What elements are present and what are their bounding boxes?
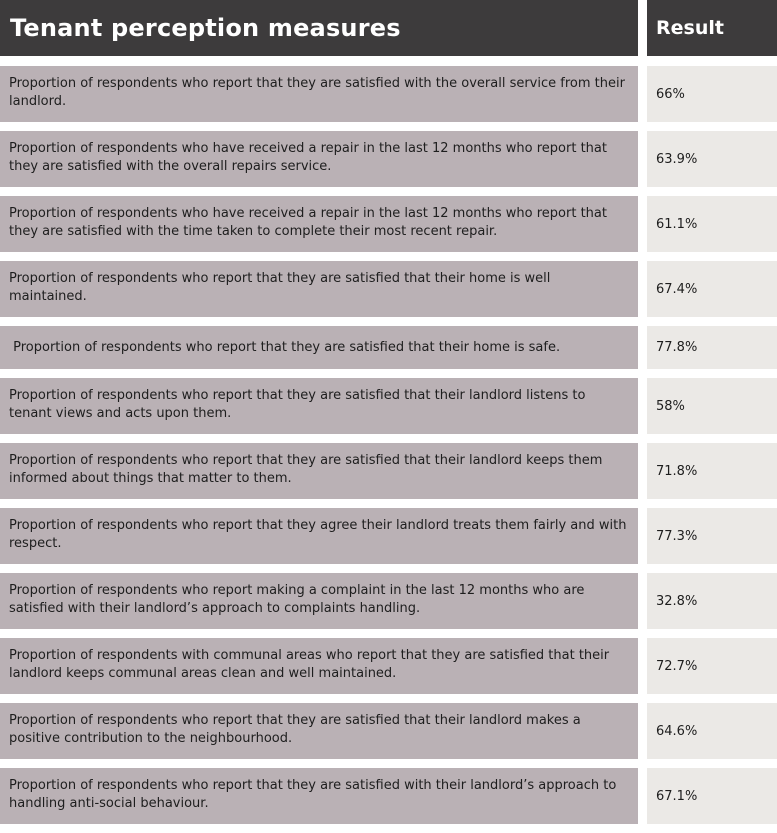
table-row — [0, 768, 777, 824]
table-row — [0, 443, 777, 499]
result-cell: 77.8% — [647, 326, 777, 369]
result-cell: 63.9% — [647, 131, 777, 187]
table-row — [0, 703, 777, 759]
result-cell: 32.8% — [647, 573, 777, 629]
measure-cell: Proportion of respondents who report that they are satisfied that their landlord keeps them informed about things that matter to them. — [0, 443, 638, 499]
table-row — [0, 508, 777, 564]
table-row — [0, 261, 777, 317]
table-row — [0, 131, 777, 187]
result-cell: 66% — [647, 66, 777, 122]
result-cell: 67.4% — [647, 261, 777, 317]
measure-cell: Proportion of respondents with communal areas who report that they are satisfied that their landlord keeps communal areas clean and well maintained. — [0, 638, 638, 694]
result-cell: 64.6% — [647, 703, 777, 759]
table-row — [0, 378, 777, 434]
measure-cell: Proportion of respondents who report making a complaint in the last 12 months who are satisfied with their landlord’s approach to complaints handling. — [0, 573, 638, 629]
measure-cell: Proportion of respondents who have received a repair in the last 12 months who report that they are satisfied with the time taken to complete their most recent repair. — [0, 196, 638, 252]
table-row — [0, 573, 777, 629]
table-row — [0, 196, 777, 252]
table-header — [0, 0, 777, 56]
result-cell: 61.1% — [647, 196, 777, 252]
result-cell: 58% — [647, 378, 777, 434]
measure-cell: Proportion of respondents who report that they are satisfied with the overall service from their landlord. — [0, 66, 638, 122]
measure-cell: Proportion of respondents who report that they are satisfied that their landlord makes a positive contribution to the neighbourhood. — [0, 703, 638, 759]
result-column-header: Result — [647, 0, 777, 56]
result-cell: 77.3% — [647, 508, 777, 564]
result-cell: 72.7% — [647, 638, 777, 694]
measure-cell: Proportion of respondents who report that they are satisfied that their home is well maintained. — [0, 261, 638, 317]
measures-column-header: Tenant perception measures — [0, 0, 638, 56]
table-row — [0, 66, 777, 122]
measure-cell: Proportion of respondents who report that they are satisfied that their home is safe. — [0, 326, 638, 369]
result-cell: 67.1% — [647, 768, 777, 824]
table-body — [0, 66, 777, 833]
table-row — [0, 326, 777, 369]
measure-cell: Proportion of respondents who report that they are satisfied that their landlord listens to tenant views and acts upon them. — [0, 378, 638, 434]
table-row — [0, 638, 777, 694]
result-cell: 71.8% — [647, 443, 777, 499]
measure-cell: Proportion of respondents who report that they are satisfied with their landlord’s approach to handling anti-social behaviour. — [0, 768, 638, 824]
measure-cell: Proportion of respondents who report that they agree their landlord treats them fairly and with respect. — [0, 508, 638, 564]
measure-cell: Proportion of respondents who have received a repair in the last 12 months who report that they are satisfied with the overall repairs service. — [0, 131, 638, 187]
